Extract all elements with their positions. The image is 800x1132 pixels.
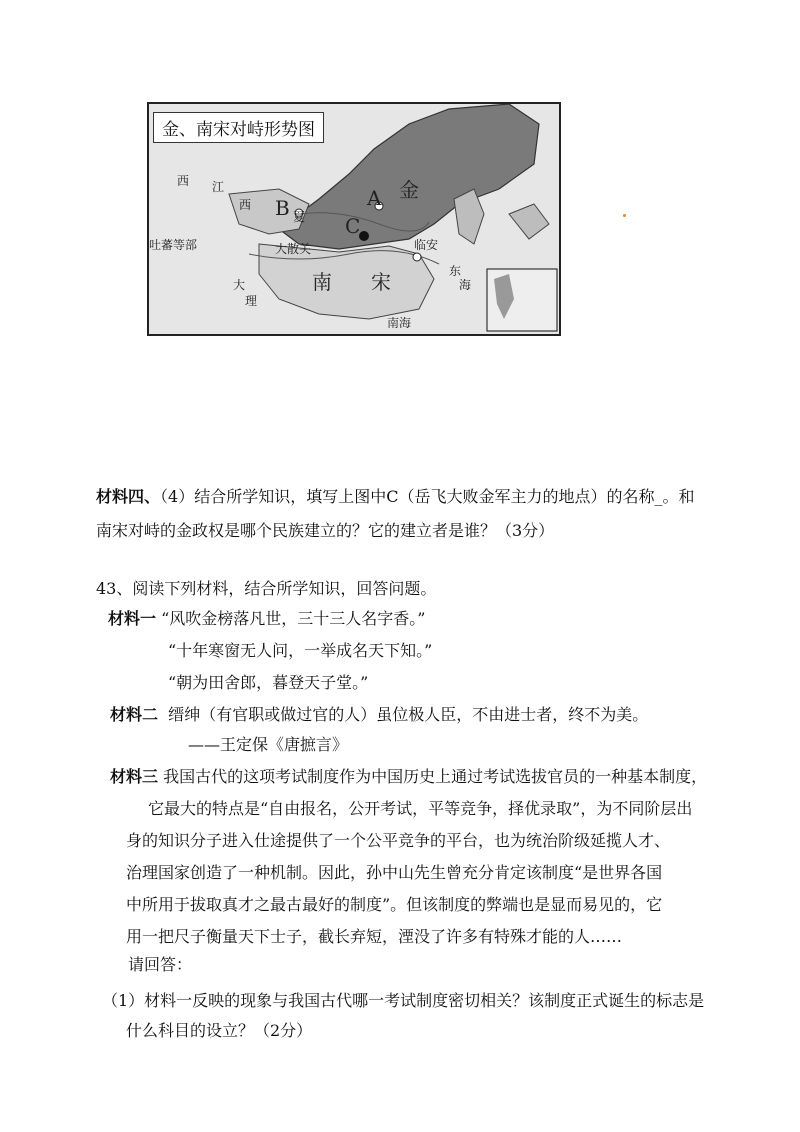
label-nanhai: 南海 xyxy=(387,316,412,330)
m3-line5: 中所用于拔取真才之最古最好的制度”。但该制度的弊端也是显而易见的，它 xyxy=(126,895,663,914)
m1-head: 材料一 xyxy=(108,609,157,628)
marker-a: A xyxy=(367,186,382,210)
m1-line3: “朝为田舍郎，暮登天子堂。” xyxy=(168,673,369,692)
ask-label: 请回答： xyxy=(128,955,193,974)
material4-head: 材料四、 xyxy=(96,487,161,506)
marker-c: C xyxy=(345,214,361,238)
m2-text: 缙绅（有官职或做过官的人）虽位极人臣，不由进士者，终不为美。 xyxy=(168,705,649,724)
label-tubo: 吐蕃等部 xyxy=(149,238,198,252)
m3-line2: 它最大的特点是“自由报名，公开考试，平等竞争，择优录取”，为不同阶层出 xyxy=(148,799,693,818)
label-dong: 东 xyxy=(449,264,462,278)
m3-text1: 我国古代的这项考试制度作为中国历史上通过考试选拔官员的一种基本制度， xyxy=(163,767,708,786)
m3-line6: 用一把尺子衡量天下士子，截长弃短，湮没了许多有特殊才能的人…… xyxy=(126,927,623,946)
map-figure xyxy=(147,102,561,336)
m3-line1 xyxy=(110,766,707,788)
m2-head: 材料二 xyxy=(110,705,159,724)
marker-b: B xyxy=(275,196,290,220)
label-hai: 海 xyxy=(459,278,472,292)
q43-intro: 43、阅读下列材料，结合所学知识，回答问题。 xyxy=(96,579,437,598)
label-linan: 临安 xyxy=(414,238,439,252)
label-li: 理 xyxy=(245,294,258,308)
q1-line2: 什么科目的设立？（2分） xyxy=(126,1021,313,1040)
map-title: 金、南宋对峙形势图 xyxy=(153,112,324,143)
m3-line3: 身的知识分子进入仕途提供了一个公平竞争的平台，也为统治阶级延揽人才、 xyxy=(126,831,671,850)
m1-text1: “风吹金榜落凡世，三十三人名字香。” xyxy=(161,609,426,628)
q1-line1: （1）材料一反映的现象与我国古代哪一考试制度密切相关？该制度正式诞生的标志是 xyxy=(102,991,705,1010)
label-jiang: 江 xyxy=(212,180,225,194)
label-xi: 西 xyxy=(177,174,190,188)
material4-question: （4）结合所学知识，填写上图中C（岳飞大败金军主力的地点）的名称_。和 xyxy=(160,487,695,506)
label-xia: 夏 xyxy=(293,210,306,224)
label-da: 大 xyxy=(233,278,246,292)
m1-line2: “十年寒窗无人问，一举成名天下知。” xyxy=(168,641,433,660)
m2-source: ——王定保《唐摭言》 xyxy=(188,735,349,754)
label-jin: 金 xyxy=(399,178,419,202)
stray-mark xyxy=(623,214,626,217)
label-nan: 南 xyxy=(312,270,332,294)
label-song: 宋 xyxy=(371,270,391,294)
m2-line xyxy=(110,704,648,726)
m3-head: 材料三 xyxy=(110,767,159,786)
material4-line1 xyxy=(96,486,694,508)
m1-line1 xyxy=(108,608,425,630)
m3-line4: 治理国家创造了一种机制。因此，孙中山先生曾充分肯定该制度“是世界各国 xyxy=(126,863,663,882)
label-xixia-xi: 西 xyxy=(239,198,252,212)
label-dasanguan: 大散关 xyxy=(275,242,312,256)
material4-line2: 南宋对峙的金政权是哪个民族建立的？它的建立者是谁？（3分） xyxy=(96,521,555,540)
